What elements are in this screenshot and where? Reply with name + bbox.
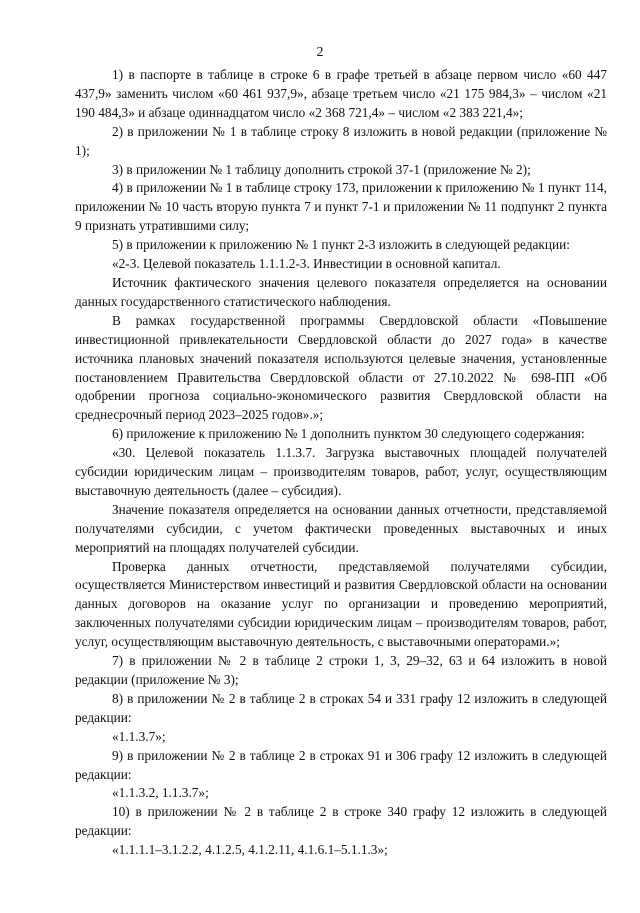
paragraph: В рамках государственной программы Свердловской области «Повышение инвестиционной привлекательности Свердловской области до 2027 года» в качестве источника плановых значений показателя используются целевые значения, установленные постановлением Правительства Свердловской области от 27.10.2022 № 698-ПП «Об одобрении прогноза социально-экономического развития Свердловской области на среднесрочный период 2023–2025 годов».»; bbox=[75, 312, 607, 423]
paragraph: Источник фактического значения целевого показателя определяется на основании данных государственного статистического наблюдения. bbox=[75, 274, 607, 309]
paragraph: «1.1.1.1–3.1.2.2, 4.1.2.5, 4.1.2.11, 4.1.6.1–5.1.1.3»; bbox=[112, 842, 388, 858]
page-number: 2 bbox=[316, 45, 324, 60]
paragraph: 4) в приложении № 1 в таблице строку 173, приложении к приложению № 1 пункт 114, приложении № 10 часть вторую пункта 7 и пункт 7-1 и приложении № 11 подпункт 2 пункта 9 признать утратившими силу; bbox=[75, 180, 607, 234]
paragraph: Проверка данных отчетности, представляемой получателями субсидии, осуществляется Министерством инвестиций и развития Свердловской области на основании данных договоров на оказание услуг по организации и проведению мероприятий, заключенных получателями субсидии юридическим лицам – производителям товаров, работ, услуг, осуществляющим выставочную деятельность, с выставочными операторами.»; bbox=[75, 558, 607, 650]
paragraph: Значение показателя определяется на основании данных отчетности, представляемой получателями субсидии, с учетом фактически проведенных выставочных и иных мероприятий на площадях получателей субсидии. bbox=[75, 501, 607, 555]
paragraph: 8) в приложении № 2 в таблице 2 в строках 54 и 331 графу 12 изложить в следующей редакции: bbox=[75, 690, 607, 725]
paragraph: «1.1.3.2, 1.1.3.7»; bbox=[112, 785, 209, 801]
paragraph: 5) в приложении к приложению № 1 пункт 2-3 изложить в следующей редакции: bbox=[112, 237, 570, 253]
paragraph: 10) в приложении № 2 в таблице 2 в строке 340 графу 12 изложить в следующей редакции: bbox=[75, 804, 607, 839]
paragraph: «30. Целевой показатель 1.1.3.7. Загрузка выставочных площадей получателей субсидии юридическим лицам – производителям товаров, работ, услуг, осуществляющим выставочную деятельность (далее – субсидия). bbox=[75, 445, 607, 498]
paragraph: 6) приложение к приложению № 1 дополнить пунктом 30 следующего содержания: bbox=[112, 426, 585, 442]
paragraph: 3) в приложении № 1 таблицу дополнить строкой 37-1 (приложение № 2); bbox=[112, 161, 531, 177]
paragraph: 1) в паспорте в таблице в строке 6 в графе третьей в абзаце первом число «60 447 437,9» заменить числом «60 461 937,9», абзаце третьем число «21 175 984,3» – числом «21 190 484,3» и абзаце одиннадцатом число «2 368 721,4» – числом «2 383 221,4»; bbox=[75, 67, 607, 120]
paragraph: «2-3. Целевой показатель 1.1.1.2-3. Инвестиции в основной капитал. bbox=[112, 256, 501, 272]
paragraph: 9) в приложении № 2 в таблице 2 в строках 91 и 306 графу 12 изложить в следующей редакции: bbox=[75, 747, 607, 782]
paragraph: 7) в приложении № 2 в таблице 2 строки 1, 3, 29–32, 63 и 64 изложить в новой редакции (приложение № 3); bbox=[75, 653, 607, 687]
document-body bbox=[75, 66, 607, 860]
paragraph: «1.1.3.7»; bbox=[112, 728, 166, 744]
paragraph: 2) в приложении № 1 в таблице строку 8 изложить в новой редакции (приложение № 1); bbox=[75, 123, 607, 158]
